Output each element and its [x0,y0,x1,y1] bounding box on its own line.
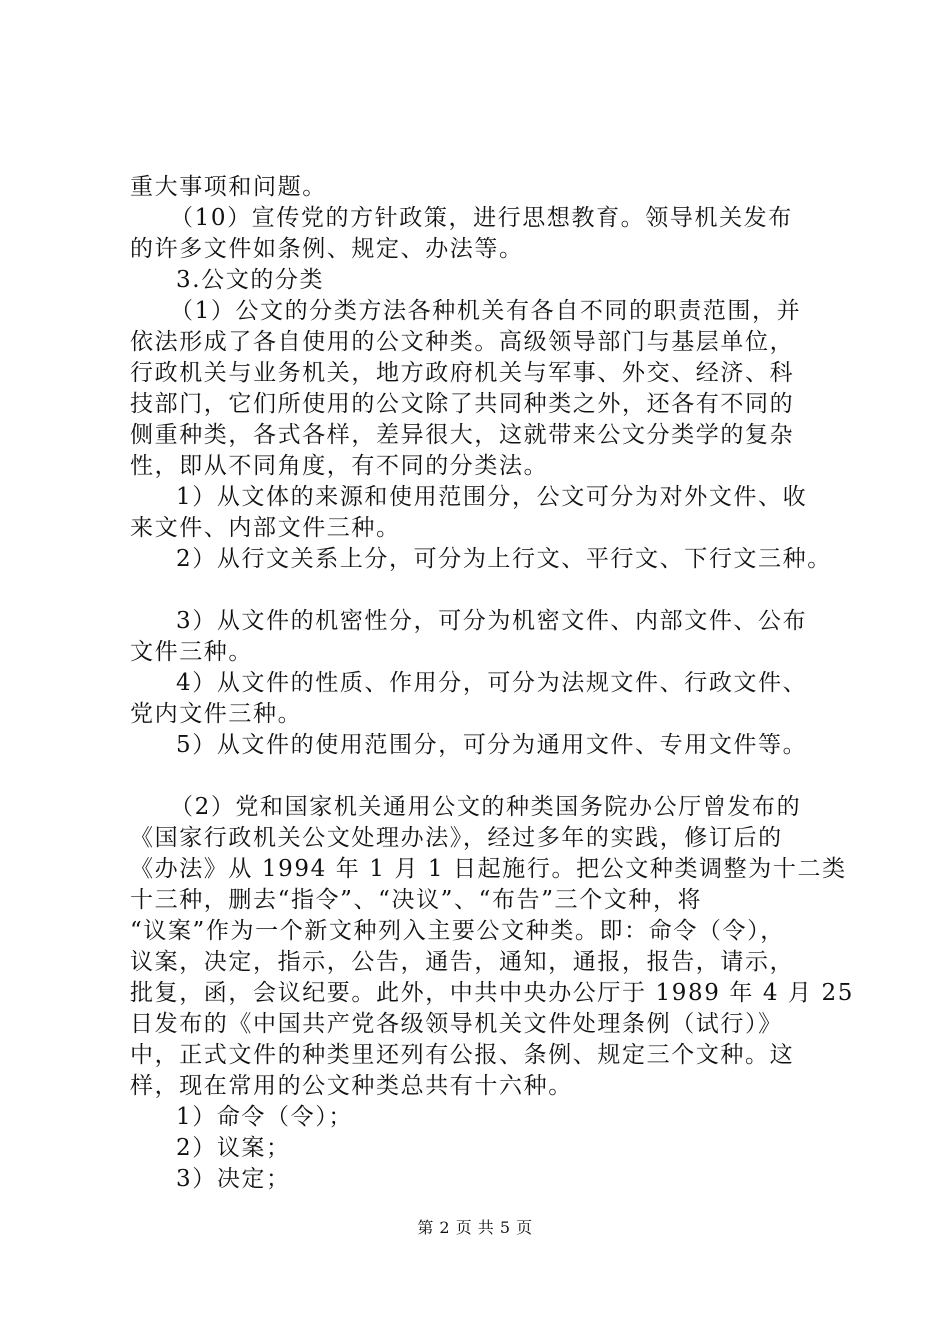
paragraph-line: 十三种，删去“指令”、“决议”、“布告”三个文种，将 [130,887,703,913]
paragraph-line: 批复，函，会议纪要。此外，中共中央办公厅于 1989 年 4 月 25 [130,980,854,1006]
paragraph-line: 文件三种。 [130,639,253,665]
paragraph-line: （1）公文的分类方法各种机关有各自不同的职责范围，并 [170,298,802,324]
paragraph-line: （2）党和国家机关通用公文的种类国务院办公厅曾发布的 [170,794,802,820]
paragraph-line: 日发布的《中国共产党各级领导机关文件处理条例（试行）》 [130,1011,783,1037]
list-item: 1）从文体的来源和使用范围分，公文可分为对外文件、收 [176,484,808,510]
paragraph-line: 样，现在常用的公文种类总共有十六种。 [130,1073,573,1099]
paragraph-line: “议案”作为一个新文种列入主要公文种类。即：命令（令）， [130,918,785,944]
paragraph-line: 性，即从不同角度，有不同的分类法。 [130,453,549,479]
list-item: 2）议案； [176,1135,291,1161]
document-body [130,172,854,1195]
paragraph-line: 中，正式文件的种类里还列有公报、条例、规定三个文种。这 [130,1042,795,1068]
paragraph-line: 技部门，它们所使用的公文除了共同种类之外，还各有不同的 [130,391,795,417]
paragraph-line: 来文件、内部文件三种。 [130,515,401,541]
list-item: 2）从行文关系上分，可分为上行文、平行文、下行文三种。 [176,546,832,572]
paragraph-line: 议案，决定，指示，公告，通告，通知，通报，报告，请示， [130,949,795,975]
paragraph-line: 的许多文件如条例、规定、办法等。 [130,236,524,262]
paragraph-line: 党内文件三种。 [130,701,303,727]
paragraph-line: 重大事项和问题。 [130,174,327,200]
paragraph-line: 《国家行政机关公文处理办法》，经过多年的实践，修订后的 [130,825,783,851]
blank-line [130,575,842,606]
list-item: 5）从文件的使用范围分，可分为通用文件、专用文件等。 [176,732,808,758]
paragraph-line: 《办法》从 1994 年 1 月 1 日起施行。把公文种类调整为十二类 [130,856,847,882]
page-footer: 第 2 页 共 5 页 [417,1218,533,1237]
list-item: 3）从文件的机密性分，可分为机密文件、内部文件、公布 [176,608,808,634]
paragraph-line: （10）宣传党的方针政策，进行思想教育。领导机关发布 [170,205,793,231]
list-item: 4）从文件的性质、作用分，可分为法规文件、行政文件、 [176,670,808,696]
paragraph-line: 依法形成了各自使用的公文种类。高级领导部门与基层单位， [130,329,795,355]
list-item: 3）决定； [176,1166,291,1192]
section-heading: 3.公文的分类 [176,267,325,293]
list-item: 1）命令（令）； [176,1104,353,1130]
paragraph-line: 侧重种类，各式各样，差异很大，这就带来公文分类学的复杂 [130,422,795,448]
blank-line [130,761,842,792]
paragraph-line: 行政机关与业务机关，地方政府机关与军事、外交、经济、科 [130,360,795,386]
